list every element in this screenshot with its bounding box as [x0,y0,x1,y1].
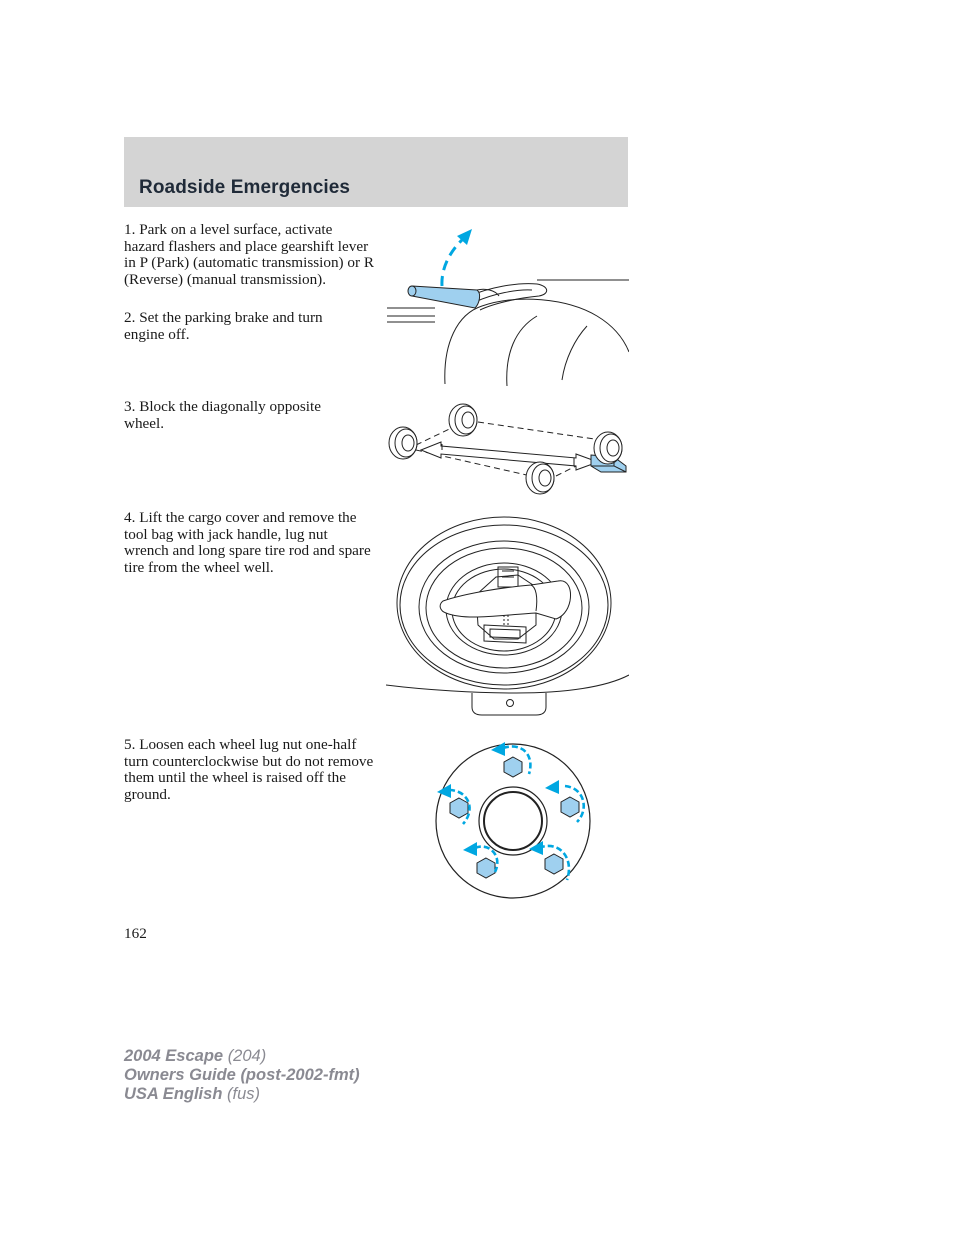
document-footer [124,1047,360,1104]
section-title: Roadside Emergencies [139,177,351,198]
footer-guide: Owners Guide (post-2002-fmt) [124,1066,360,1084]
wheel-blocking-diagram-icon [386,400,629,496]
step-5-text: 5. Loosen each wheel lug nut one-half turn counterclockwise but do not remove them until the wheel is raised off the ground. [124,736,374,803]
footer-model: 2004 Escape [124,1047,224,1065]
step-4-text: 4. Lift the cargo cover and remove the tool bag with jack handle, lug nut wrench and long spare tire rod and spare tire from the wheel well. [124,509,371,576]
footer-model-code: (204) [227,1047,267,1065]
footer-language: USA English [124,1085,223,1103]
step-1-text: 1. Park on a level surface, activate hazard flashers and place gearshift lever in P (Park) (automatic transmission) or R (Reverse) (manual transmission). [124,221,374,288]
footer-language-code: (fus) [227,1085,260,1103]
page-number: 162 [124,925,147,942]
footer-line-1 [124,1047,360,1066]
step-3-text: 3. Block the diagonally opposite wheel. [124,398,321,432]
section-header-band [124,137,628,207]
footer-line-2 [124,1066,360,1085]
footer-line-3 [124,1085,360,1104]
spare-tire-jack-icon [386,515,629,717]
step-2-text: 2. Set the parking brake and turn engine off. [124,309,323,343]
parking-brake-lever-icon [387,224,629,386]
lug-nut-loosen-icon [433,740,593,902]
